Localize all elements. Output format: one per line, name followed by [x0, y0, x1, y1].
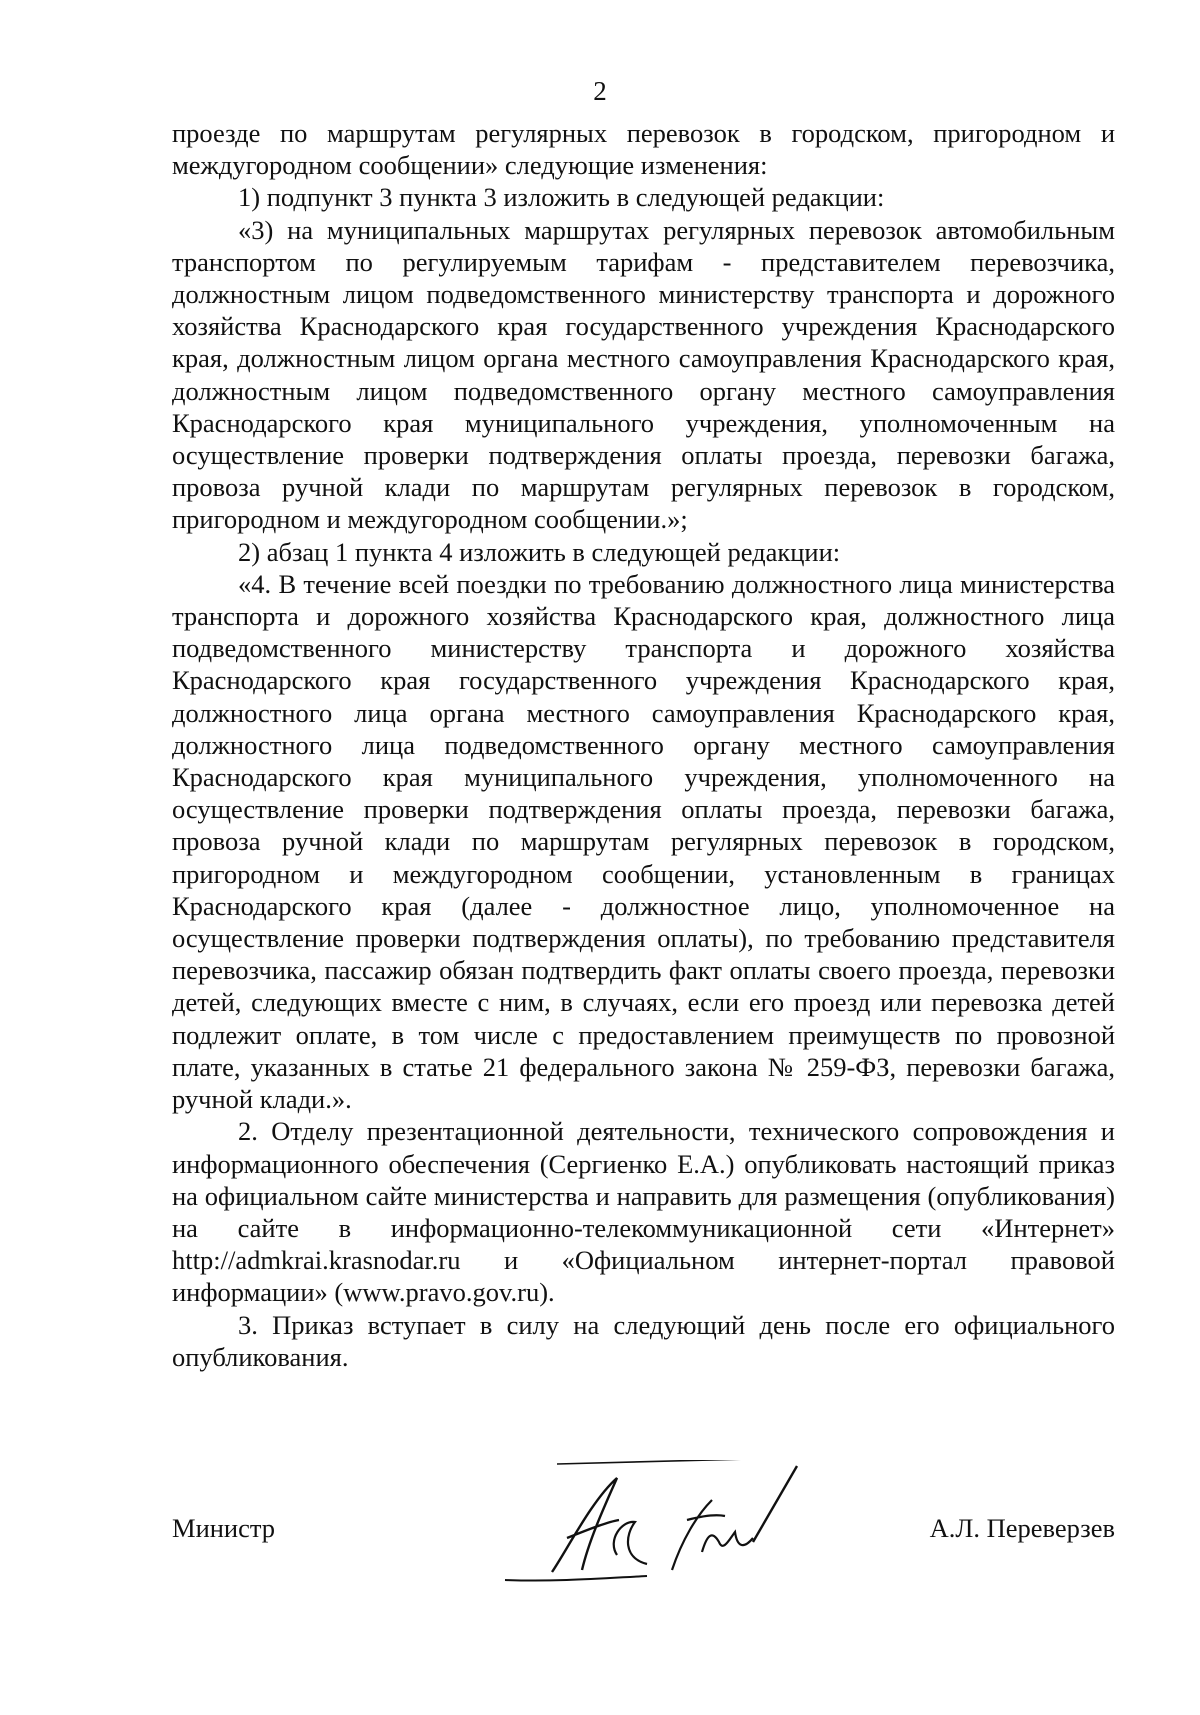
signatory-role: Министр [172, 1513, 276, 1543]
signatory-name: А.Л. Переверзев [929, 1513, 1115, 1543]
paragraph-item-2: 2) абзац 1 пункта 4 изложить в следующей редакции: [238, 536, 841, 567]
paragraph-item-1: 1) подпункт 3 пункта 3 изложить в следующей редакции: [238, 182, 885, 213]
paragraph-continuation: проезде по маршрутам регулярных перевозок в городском, пригородном и междугородном сообщении» следующие изменения: [172, 118, 1115, 181]
document-body [172, 117, 1115, 1373]
paragraph-section-2: 2. Отделу презентационной деятельности, технического сопровождения и информационного обеспечения (Сергиенко Е.А.) опубликовать настоящий приказ на официальном сайте министерства и направить для размещения (опубликования) на сайте в информационно-телекоммуникационной сети «Интернет» http://admkrai.krasnodar.ru и «Официальном интернет-портал правовой информации» (www.pravo.gov.ru). [172, 1116, 1115, 1308]
paragraph-section-3: 3. Приказ вступает в силу на следующий день после его официального опубликования. [172, 1309, 1115, 1372]
page-number: 2 [593, 76, 607, 106]
paragraph-quote-point-4: «4. В течение всей поездки по требованию должностного лица министерства транспорта и дорожного хозяйства Краснодарского края, должностного лица подведомственного министерству транспорта и дорожного хозяйства Краснодарского края государственного учреждения Краснодарского края, должностного лица органа местного самоуправления Краснодарского края, должностного лица подведомственного органу местного самоуправления Краснодарского края муниципального учреждения, уполномоченного на осуществление проверки подтверждения оплаты проезда, перевозки багажа, провоза ручной клади по маршрутам регулярных перевозок в городском, пригородном и междугородном сообщении, установленным в границах Краснодарского края (далее - должностное лицо, уполномоченное на осуществление проверки подтверждения оплаты), по требованию представителя перевозчика, пассажир обязан подтвердить факт оплаты своего проезда, перевозки детей, следующих вместе с ним, в случаях, если его проезд или перевозка детей подлежит оплате, в том числе с предоставлением преимуществ по провозной плате, указанных в статье 21 федерального закона № 259-ФЗ, перевозки багажа, ручной клади.». [172, 568, 1115, 1115]
handwritten-signature [497, 1460, 817, 1585]
signature-block [172, 1460, 1115, 1580]
paragraph-quote-subpoint-3: «3) на муниципальных маршрутах регулярных перевозок автомобильным транспортом по регулируемым тарифам - представителем перевозчика, должностным лицом подведомственного министерству транспорта и дорожного хозяйства Краснодарского края государственного учреждения Краснодарского края, должностным лицом органа местного самоуправления Краснодарского края, должностным лицом подведомственного органу местного самоуправления Краснодарского края муниципального учреждения, уполномоченным на осуществление проверки подтверждения оплаты проезда, перевозки багажа, провоза ручной клади по маршрутам регулярных перевозок в городском, пригородном и междугородном сообщении.»; [172, 214, 1115, 535]
